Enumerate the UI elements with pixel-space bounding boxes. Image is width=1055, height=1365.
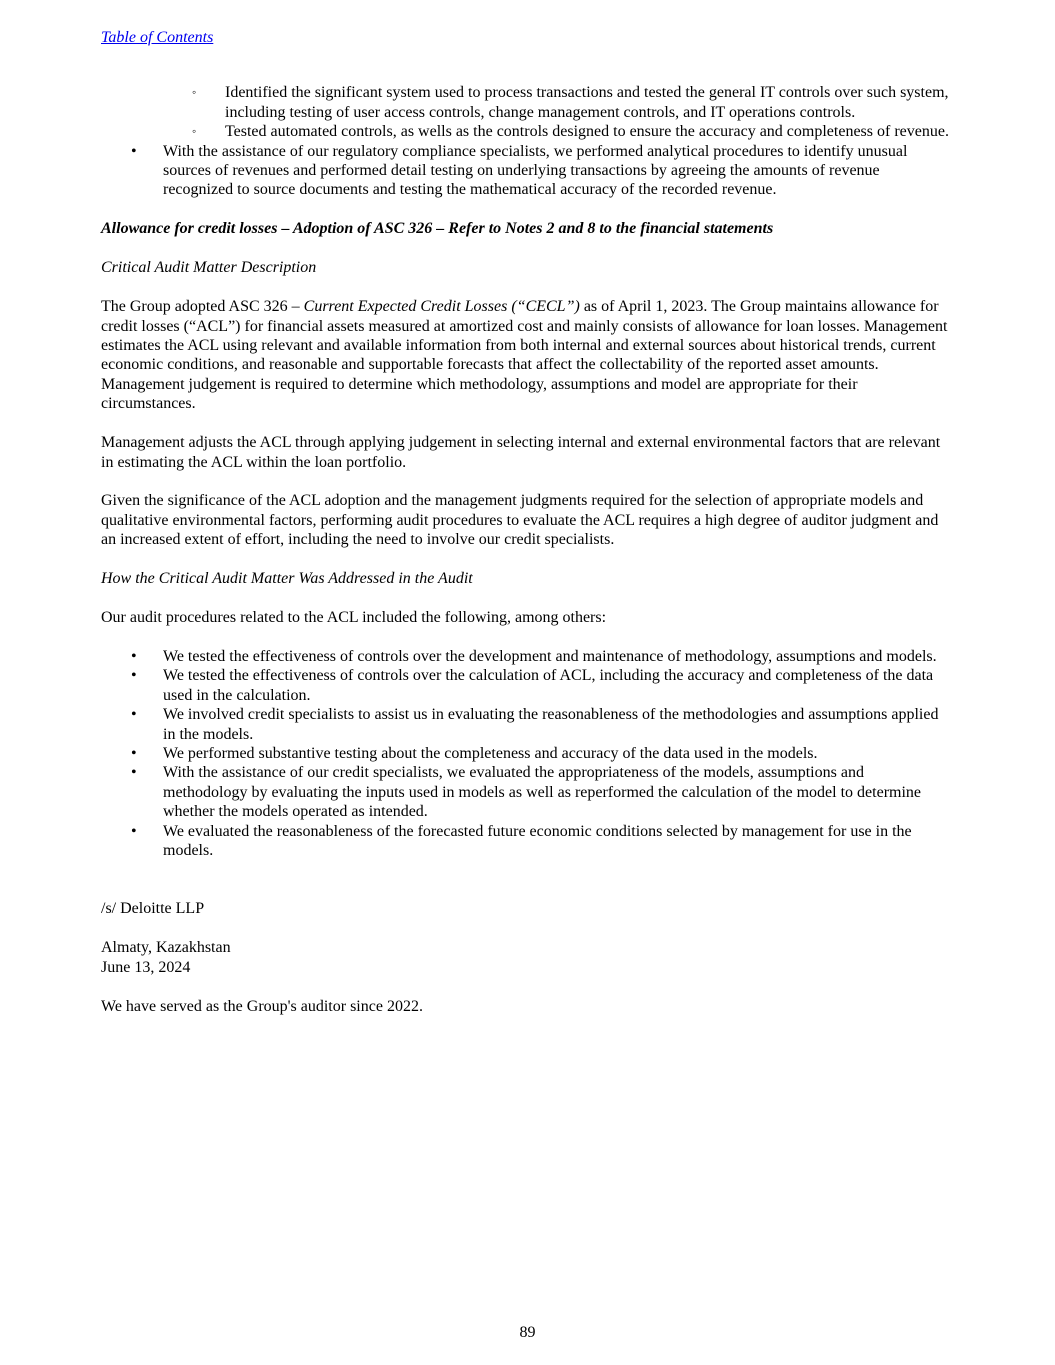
signature: /s/ Deloitte LLP bbox=[101, 900, 205, 918]
procedures-intro: Our audit procedures related to the ACL included the following, among others: bbox=[101, 609, 607, 627]
list-item: ◦ Identified the significant system used to process transactions and tested the general IT controls over such system, including testing of user access controls, change management controls, and IT operations controls. bbox=[192, 84, 949, 121]
description-paragraph-3: Given the significance of the ACL adoption and the management judgments required for the selection of appropriate models and qualitative environmental factors, performing audit procedures to evaluate the ACL requires a high degree of auditor judgment and an increased extent of effort, including the need to involve our credit specialists. bbox=[101, 492, 939, 549]
description-heading: Critical Audit Matter Description bbox=[101, 259, 317, 277]
bullet-icon: • bbox=[131, 744, 137, 762]
list-item: • We involved credit specialists to assist us in evaluating the reasonableness of the methodologies and assumptions applied in the models. bbox=[131, 706, 939, 743]
bullet-icon: • bbox=[131, 667, 137, 685]
list-item: • We evaluated the reasonableness of the forecasted future economic conditions selected by management for use in the models. bbox=[131, 822, 912, 859]
auditor-tenure: We have served as the Group's auditor since 2022. bbox=[101, 997, 423, 1015]
bullet-icon: • bbox=[131, 142, 137, 160]
procedures-list bbox=[101, 647, 951, 860]
section-title: Allowance for credit losses – Adoption of ASC 326 – Refer to Notes 2 and 8 to the financial statements bbox=[101, 220, 774, 238]
bullet-icon: • bbox=[131, 647, 137, 665]
list-item: • With the assistance of our regulatory compliance specialists, we performed analytical procedures to identify unusual sources of revenues and performed detail testing on underlying transactions by agreeing the amounts of revenue recognized to source documents and testing the mathematical accuracy of the recorded revenue. bbox=[131, 142, 908, 199]
list-item: • We tested the effectiveness of controls over the calculation of ACL, including the accuracy and completeness of the data used in the calculation. bbox=[131, 667, 934, 704]
bullet-icon: • bbox=[131, 706, 137, 724]
hollow-bullet-icon: ◦ bbox=[192, 124, 197, 139]
bullet-icon: • bbox=[131, 764, 137, 782]
addressed-heading: How the Critical Audit Matter Was Addressed in the Audit bbox=[101, 570, 473, 588]
signature-location: Almaty, Kazakhstan bbox=[101, 939, 231, 957]
page-number: 89 bbox=[519, 1324, 536, 1341]
description-paragraph-1: The Group adopted ASC 326 – Current Expected Credit Losses (“CECL”) as of April 1, 2023. The Group maintains allowance for credit losses (“ACL”) for financial assets measured at amortized cost and mainly consists of allowance for loan losses. Management estimates the ACL using relevant and available information from both internal and external sources about historical trends, current economic conditions, and reasonable and supportable forecasts that affect the collectability of the reported asset amounts. Management judgement is required to determine which methodology, assumptions and model are appropriate for their circumstances. bbox=[101, 298, 948, 413]
signature-date: June 13, 2024 bbox=[101, 958, 191, 976]
document-page bbox=[101, 28, 951, 1016]
revenue-bullet-list bbox=[101, 142, 951, 200]
bullet-icon: • bbox=[131, 822, 137, 840]
list-item: • We tested the effectiveness of controls over the development and maintenance of methodology, assumptions and models. bbox=[131, 647, 937, 665]
hollow-bullet-icon: ◦ bbox=[192, 85, 197, 100]
list-item: • We performed substantive testing about the completeness and accuracy of the data used in the models. bbox=[131, 744, 818, 762]
table-of-contents-link[interactable]: Table of Contents bbox=[101, 29, 214, 46]
list-item: • With the assistance of our credit specialists, we evaluated the appropriateness of the models, assumptions and methodology by evaluating the inputs used in models as well as reperformed the calculation of the model to determine whether the models operated as intended. bbox=[131, 764, 922, 821]
list-item: ◦ Tested automated controls, as wells as the controls designed to ensure the accuracy and completeness of revenue. bbox=[192, 123, 949, 141]
revenue-sub-bullet-list bbox=[101, 83, 951, 141]
description-paragraph-2: Management adjusts the ACL through applying judgement in selecting internal and external environmental factors that are relevant in estimating the ACL within the loan portfolio. bbox=[101, 434, 941, 471]
